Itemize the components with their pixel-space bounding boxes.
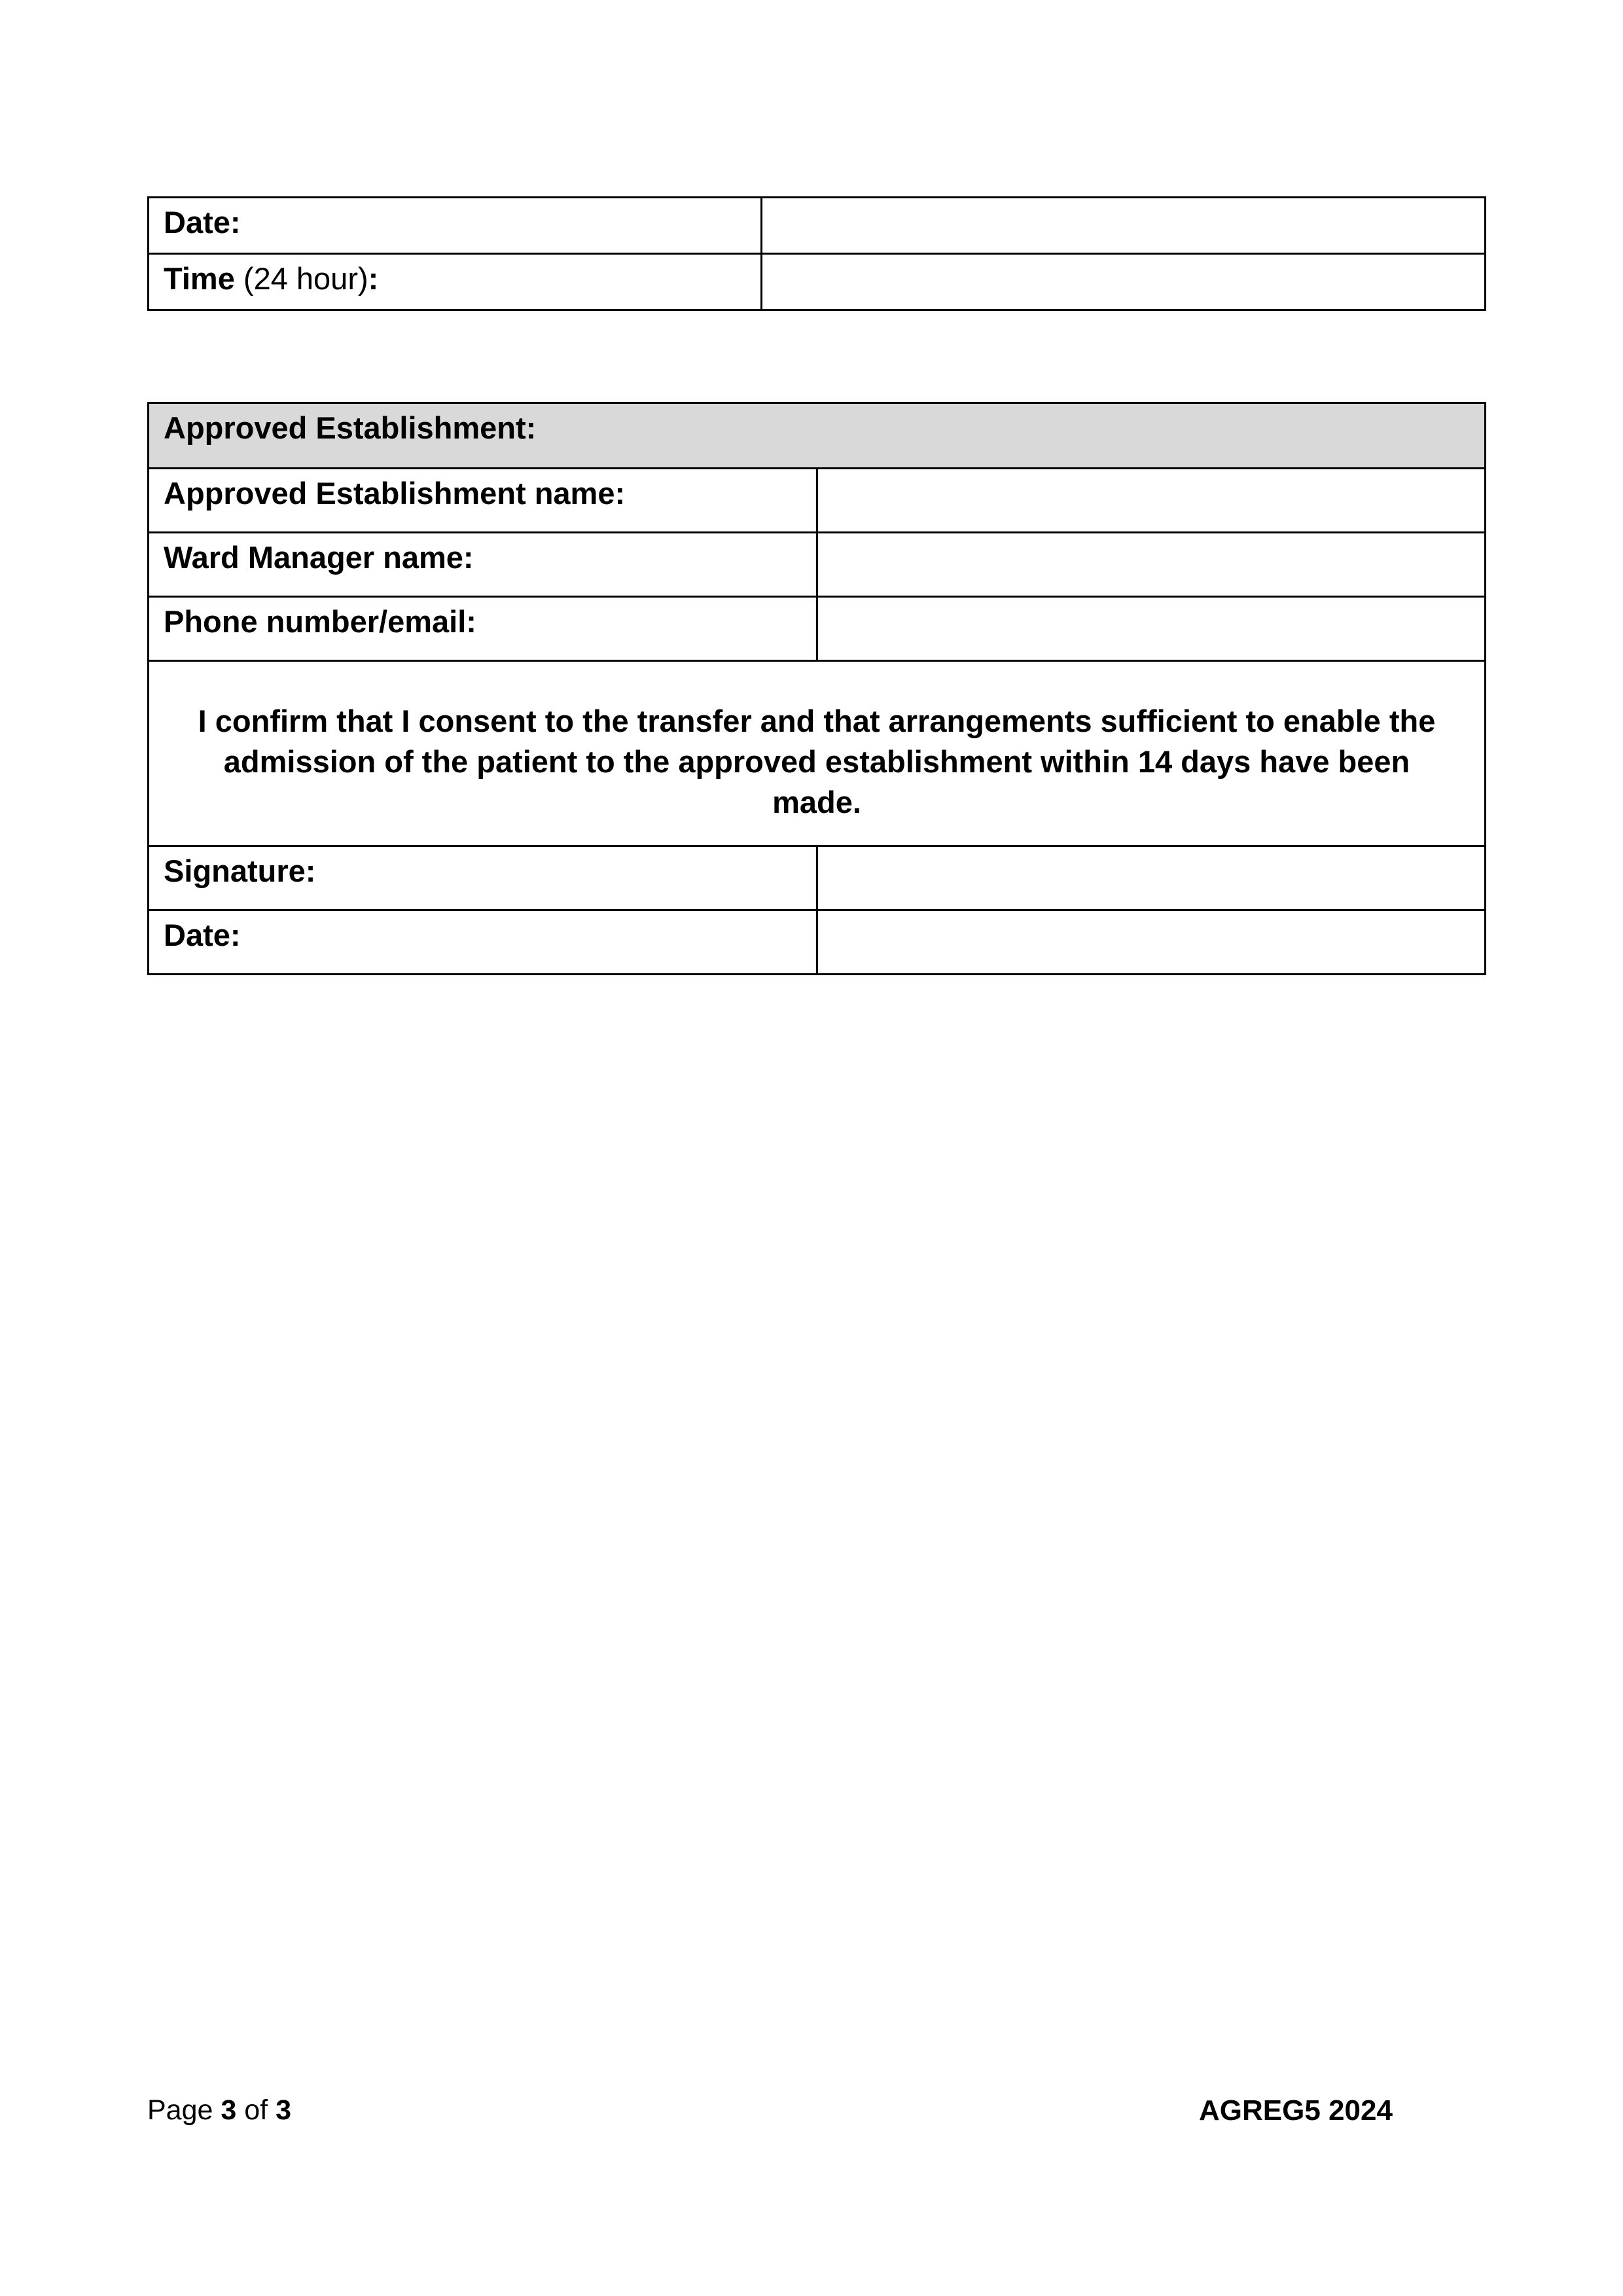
establishment-header-row [149, 403, 1486, 469]
time-label-unit: (24 hour) [234, 261, 368, 296]
ward-manager-row [149, 533, 1486, 597]
date-label: Date: [149, 198, 762, 254]
date-field[interactable] [762, 198, 1486, 254]
signature-row [149, 846, 1486, 910]
signature-date-row [149, 910, 1486, 975]
time-row [149, 254, 1486, 310]
time-label-colon: : [368, 261, 379, 296]
page-separator: of [236, 2094, 276, 2126]
page-current: 3 [221, 2094, 237, 2126]
establishment-section-header: Approved Establishment: [149, 403, 1486, 469]
establishment-name-row [149, 469, 1486, 533]
page-total: 3 [276, 2094, 291, 2126]
consent-statement: I confirm that I consent to the transfer and that arrangements sufficient to enable the admission of the patient to the approved establishment within 14 days have been made. [149, 661, 1486, 846]
ward-manager-field[interactable] [817, 533, 1486, 597]
confirmation-row [149, 661, 1486, 846]
signature-date-label: Date: [149, 910, 817, 975]
page-number [147, 2094, 291, 2126]
contact-field[interactable] [817, 597, 1486, 661]
time-field[interactable] [762, 254, 1486, 310]
ward-manager-label: Ward Manager name: [149, 533, 817, 597]
establishment-name-field[interactable] [817, 469, 1486, 533]
contact-row [149, 597, 1486, 661]
establishment-name-label: Approved Establishment name: [149, 469, 817, 533]
page-prefix: Page [147, 2094, 221, 2126]
signature-label: Signature: [149, 846, 817, 910]
form-code: AGREG5 2024 [1199, 2094, 1393, 2126]
time-label [149, 254, 762, 310]
contact-label: Phone number/email: [149, 597, 817, 661]
date-row [149, 198, 1486, 254]
signature-date-field[interactable] [817, 910, 1486, 975]
date-time-table [147, 196, 1486, 311]
time-label-bold: Time [164, 261, 235, 296]
approved-establishment-table [147, 402, 1486, 975]
signature-field[interactable] [817, 846, 1486, 910]
